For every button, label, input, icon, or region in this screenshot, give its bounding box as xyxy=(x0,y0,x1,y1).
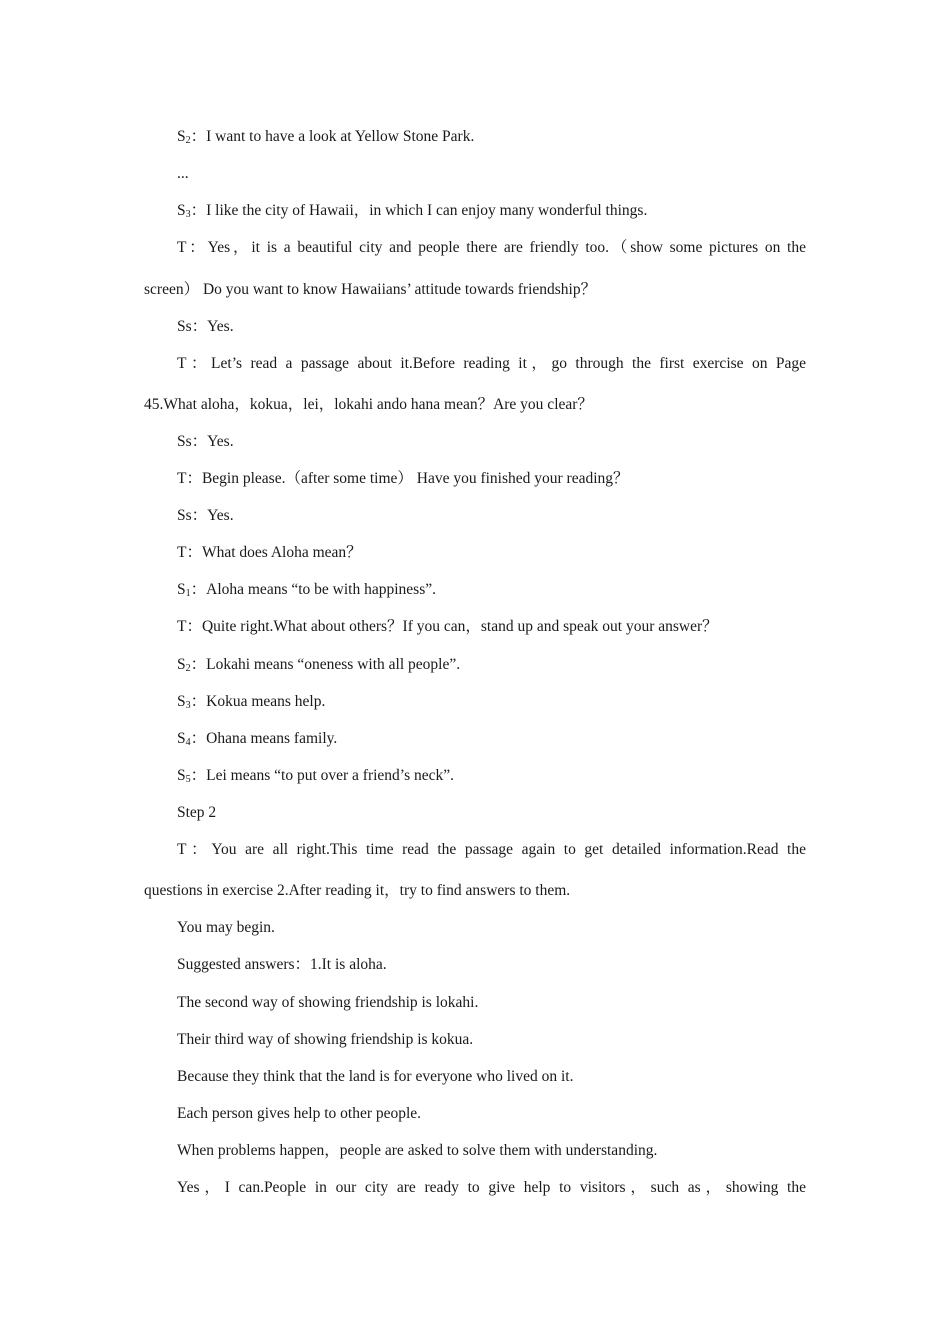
text-line: $S_3$：Kokua means help. xyxy=(177,693,326,711)
text-line: Suggested answers：1.It is aloha. xyxy=(177,956,387,973)
text-line: $S_2$：I want to have a look at Yellow Stone Park. xyxy=(177,128,475,146)
text-line: T：Quite right.What about others？If you can，stand up and speak out your answer？ xyxy=(177,618,718,635)
text-line: T：Yes，it is a beautiful city and people there are friendly too.（show some pictures on the xyxy=(177,239,806,256)
text-line: $S_3$：I like the city of Hawaii，in which I can enjoy many wonderful things. xyxy=(177,202,648,220)
text-line: Each person gives help to other people. xyxy=(177,1105,422,1122)
text-line: Their third way of showing friendship is kokua. xyxy=(177,1031,474,1048)
text-line: You may begin. xyxy=(177,919,275,936)
text-line: $S_2$：Lokahi means “oneness with all people”. xyxy=(177,656,461,674)
text-line: $S_1$：Aloha means “to be with happiness”. xyxy=(177,581,436,599)
text-line: Ss：Yes. xyxy=(177,507,234,524)
text-line: T：You are all right.This time read the passage again to get detailed information.Read the xyxy=(177,841,806,858)
text-line: screen） Do you want to know Hawaiians’ attitude towards friendship？ xyxy=(144,281,597,298)
text-line: The second way of showing friendship is lokahi. xyxy=(177,994,479,1011)
text-line: T：Let’s read a passage about it.Before reading it，go through the first exercise on Page xyxy=(177,355,806,372)
text-line: When problems happen，people are asked to solve them with understanding. xyxy=(177,1142,658,1159)
text-line: Ss：Yes. xyxy=(177,318,234,335)
text-line: Yes，I can.People in our city are ready to give help to visitors，such as，showing the xyxy=(177,1179,806,1196)
text-line: $S_5$：Lei means “to put over a friend’s neck”. xyxy=(177,767,455,785)
text-line: questions in exercise 2.After reading it，try to find answers to them. xyxy=(144,882,571,899)
text-line: $S_4$：Ohana means family. xyxy=(177,730,338,748)
text-line: T：What does Aloha mean？ xyxy=(177,544,362,561)
text-line: 45.What aloha，kokua，lei，lokahi ando hana mean？Are you clear？ xyxy=(144,396,593,413)
text-line: Ss：Yes. xyxy=(177,433,234,450)
text-line: ... xyxy=(177,165,189,182)
text-line: Because they think that the land is for everyone who lived on it. xyxy=(177,1068,574,1085)
step-heading: Step 2 xyxy=(177,804,217,821)
text-line: T：Begin please.（after some time） Have you finished your reading？ xyxy=(177,470,629,487)
